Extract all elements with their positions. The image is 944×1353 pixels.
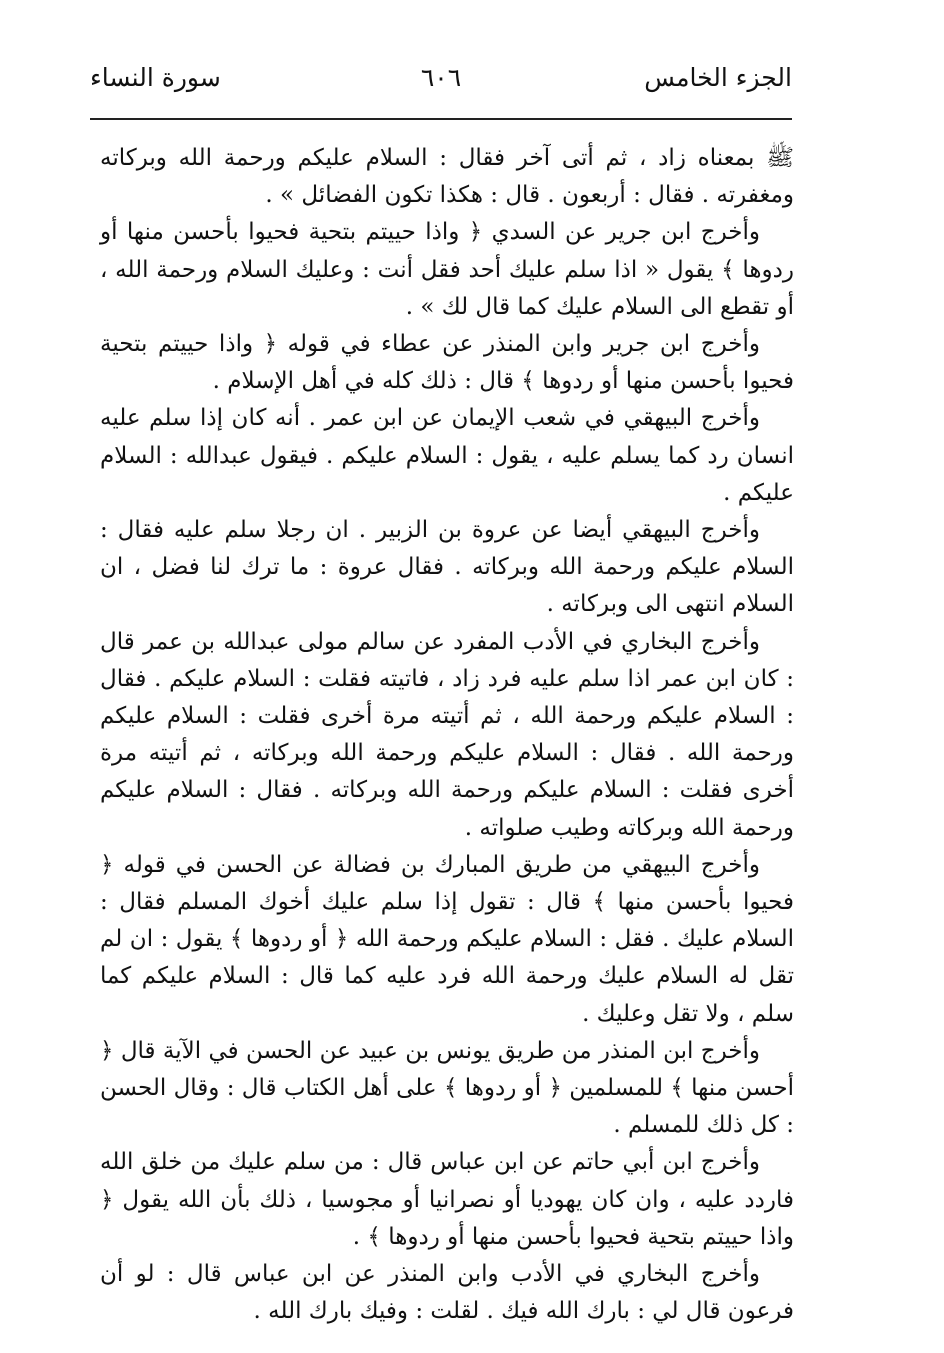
paragraph-continuation: ﷺ بمعناه زاد ، ثم أتى آخر فقال : السلام عليكم ورحمة الله وبركاته ومغفرته . فقال : أربعون . قال : هكذا تكون الفضائل » .: [100, 145, 794, 209]
header-divider: [90, 118, 792, 120]
paragraph: وأخرج ابن أبي حاتم عن ابن عباس قال : من سلم عليك من خلق الله فاردد عليه ، وان كان يهوديا أو نصرانيا أو مجوسيا ، ذلك بأن الله يقول ﴿ واذا حييتم بتحية فحيوا بأحسن منها أو ردوها ﴾ .: [100, 1149, 794, 1250]
paragraph: وأخرج ابن جرير وابن المنذر عن عطاء في قوله ﴿ واذا حييتم بتحية فحيوا بأحسن منها أو ردوها ﴾ قال : ذلك كله في أهل الإسلام .: [100, 331, 794, 395]
paragraph: وأخرج البيهقي أيضا عن عروة بن الزبير . ان رجلا سلم عليه فقال : السلام عليكم ورحمة الله وبركاته . فقال عروة : ما ترك لنا فضل ، ان السلام انتهى الى وبركاته .: [100, 517, 794, 618]
paragraph: وأخرج البيهقي في شعب الإيمان عن ابن عمر . أنه كان إذا سلم عليه انسان رد كما يسلم عليه ، يقول : السلام عليكم . فيقول عبدالله : السلام عليكم .: [100, 405, 794, 506]
page-body: [100, 140, 794, 1331]
paragraph: وأخرج ابن جرير عن السدي ﴿ واذا حييتم بتحية فحيوا بأحسن منها أو ردوها ﴾ يقول « اذا سلم عليك أحد فقل أنت : وعليك السلام ورحمة الله ، أو تقطع الى السلام عليك كما قال لك » .: [100, 219, 794, 320]
page-number: ٦٠٦: [420, 63, 462, 92]
paragraph: وأخرج البخاري في الأدب المفرد عن سالم مولى عبدالله بن عمر قال : كان ابن عمر اذا سلم عليه فرد زاد ، فاتيته فقلت : السلام عليكم . فقال : السلام عليكم ورحمة الله ، ثم أتيته مرة أخرى فقلت : السلام عليكم ورحمة الله . فقال : السلام عليكم ورحمة الله وبركاته ، ثم أتيته مرة أخرى فقلت : السلام عليكم ورحمة الله وبركاته . فقال : السلام عليكم ورحمة الله وبركاته وطيب صلواته .: [100, 628, 794, 841]
part-title: الجزء الخامس: [644, 63, 792, 92]
paragraph: وأخرج البيهقي من طريق المبارك بن فضالة عن الحسن في قوله ﴿ فحيوا بأحسن منها ﴾ قال : تقول إذا سلم عليك أخوك المسلم فقال : السلام عليك . فقل : السلام عليكم ورحمة الله ﴿ أو ردوها ﴾ يقول : ان لم تقل له السلام عليك ورحمة الله فرد عليه كما قال : السلام عليكم كما سلم ، ولا تقل وعليك .: [100, 851, 794, 1027]
paragraph: وأخرج البخاري في الأدب وابن المنذر عن ابن عباس قال : لو أن فرعون قال لي : بارك الله فيك . لقلت : وفيك بارك الله .: [100, 1261, 794, 1325]
page-header: [90, 58, 792, 102]
paragraph: وأخرج ابن المنذر من طريق يونس بن عبيد عن الحسن في الآية قال ﴿ أحسن منها ﴾ للمسلمين ﴿ أو ردوها ﴾ على أهل الكتاب قال : وقال الحسن : كل ذلك للمسلم .: [100, 1037, 794, 1139]
surah-title: سورة النساء: [90, 63, 221, 92]
